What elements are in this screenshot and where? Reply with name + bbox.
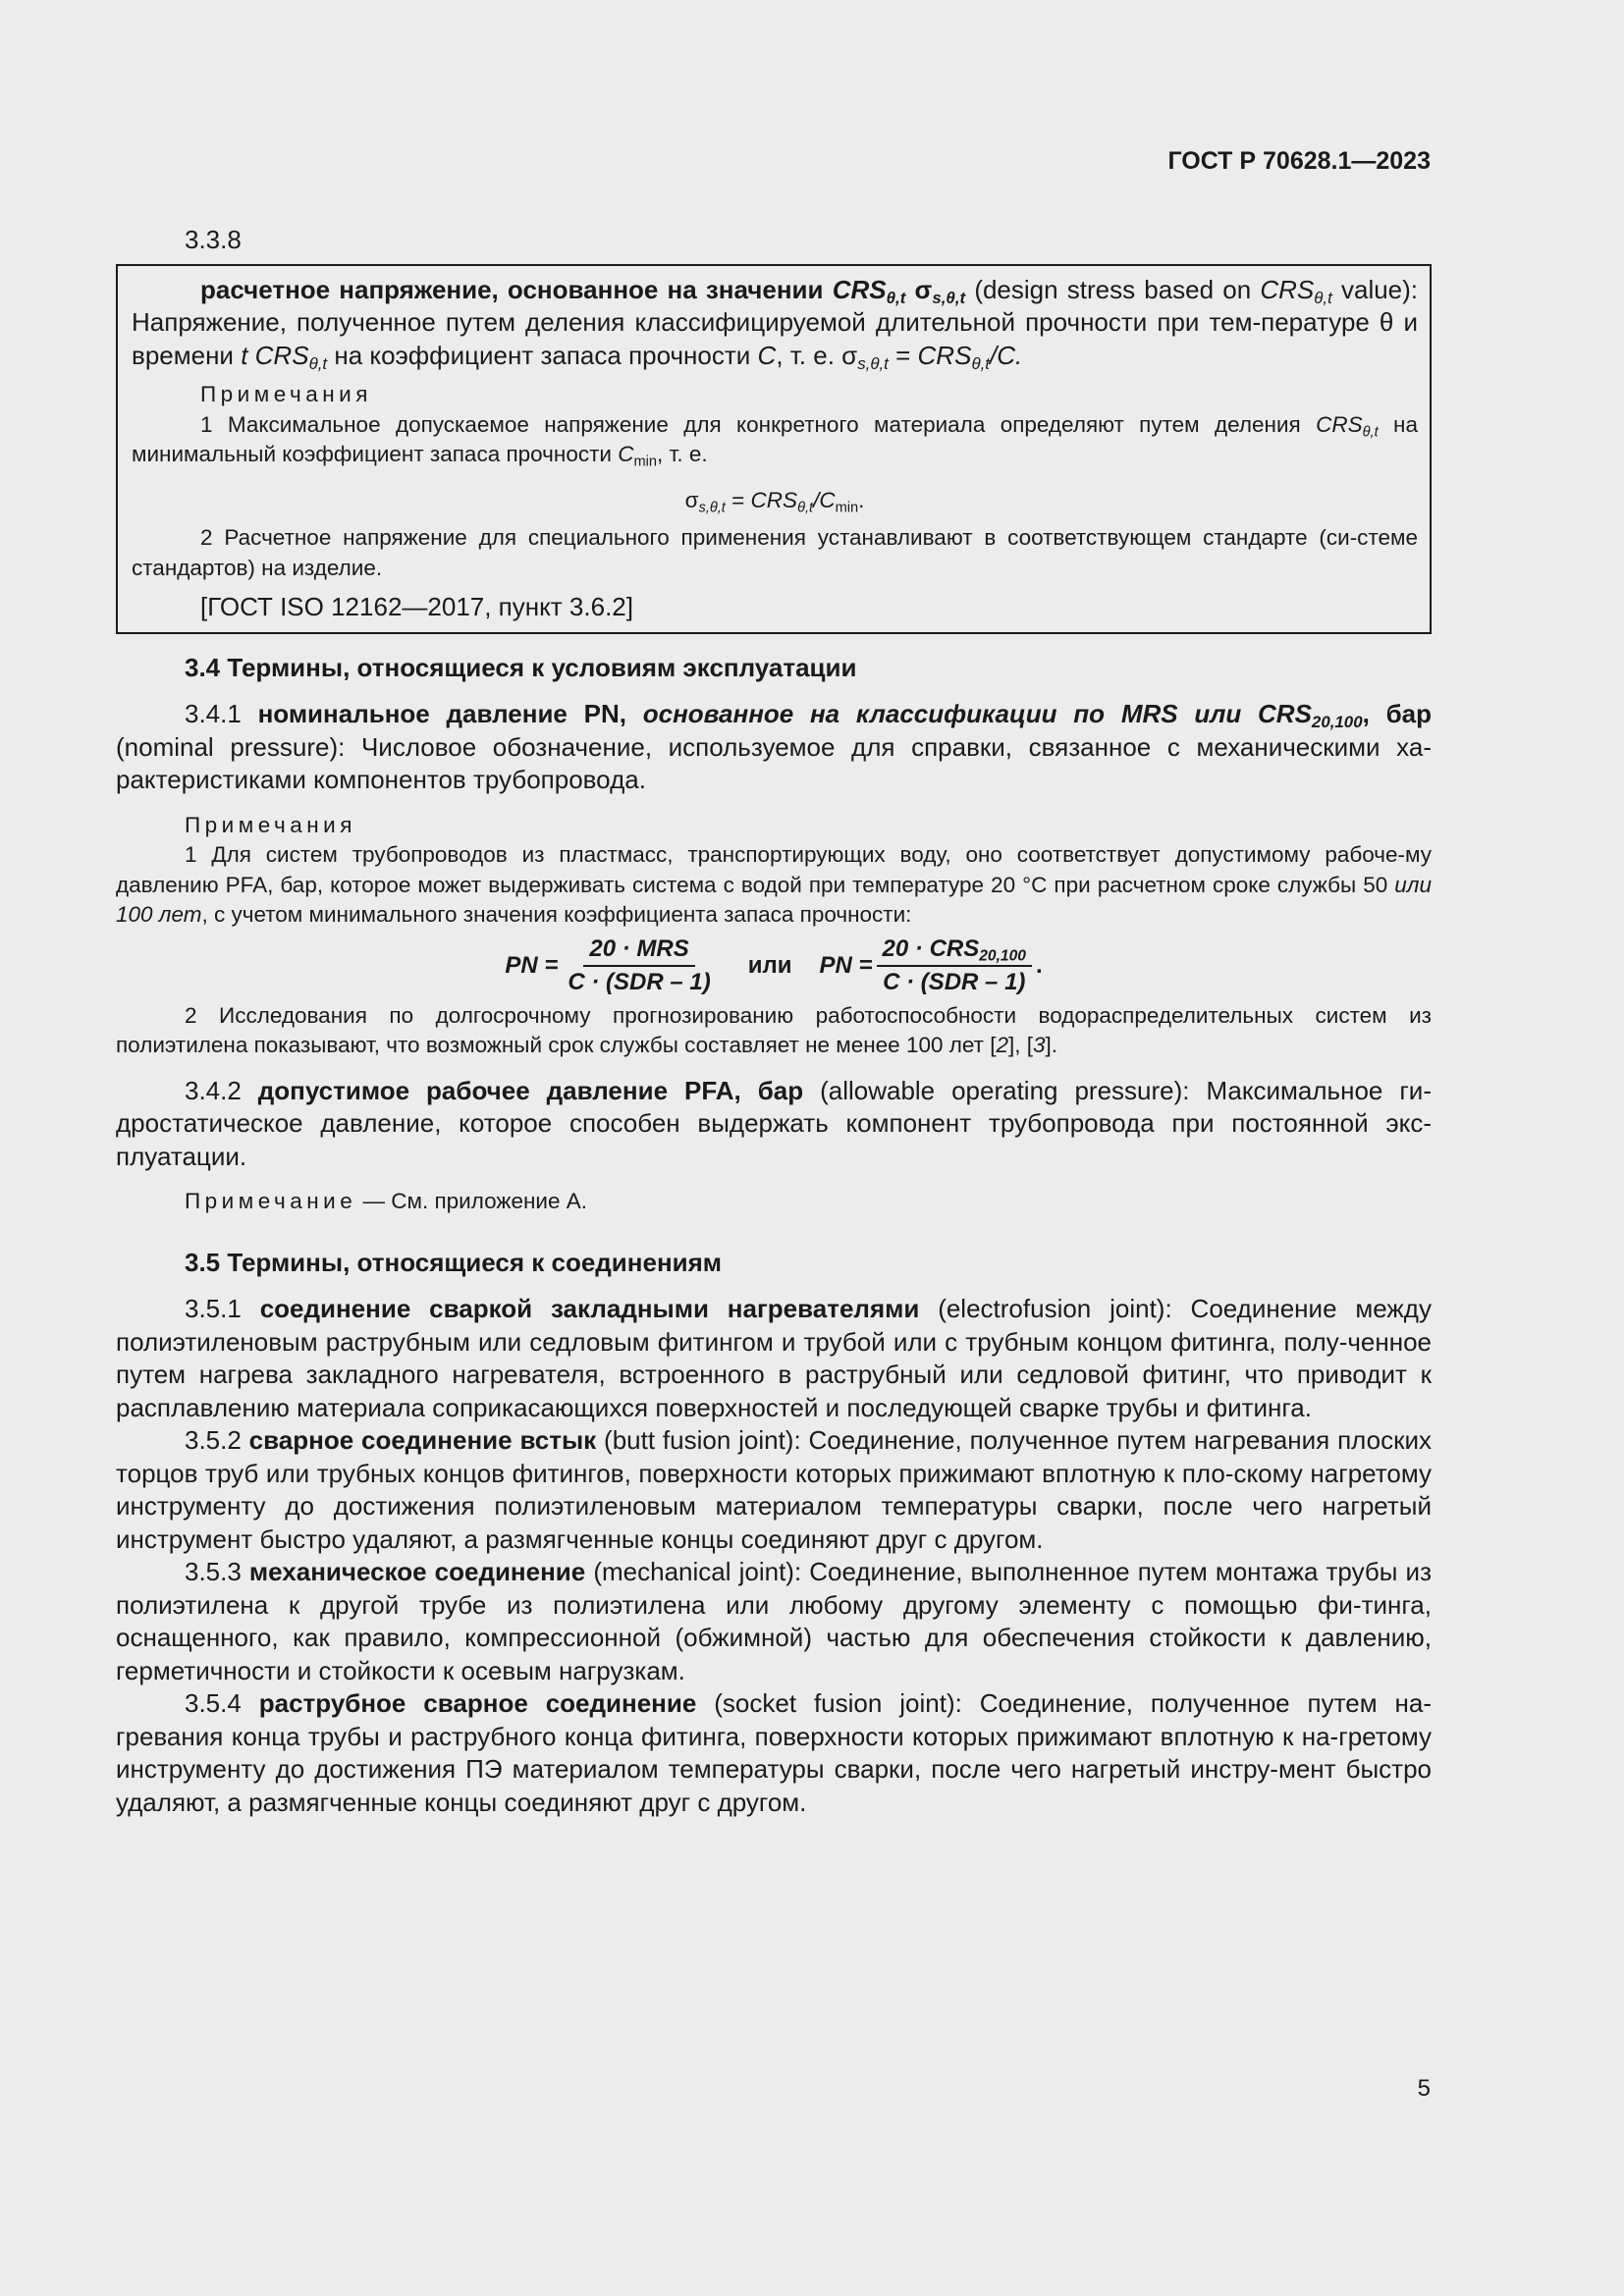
page-number: 5 bbox=[1417, 2075, 1431, 2102]
notes-label-3-4-1: Примечания bbox=[185, 812, 356, 837]
formula-2-numerator bbox=[877, 934, 1032, 967]
term-3-5-2 bbox=[116, 1424, 1432, 1556]
term-3-5-3-definition: (mechanical joint): Соединение, выполненное путем монтажа трубы из полиэтилена к другой трубе из полиэтилена или любому другому элементу с помощью фи-тинга, оснащенного, как правило, компрессионной (обжимной) частью для обеспечения стойкости к давлению, герметичности и стойкости к осевым нагрузкам. bbox=[116, 1557, 1433, 1685]
english-symbol: CRS bbox=[1260, 274, 1315, 304]
term-3-5-4-title: раструбное сварное соединение bbox=[258, 1688, 697, 1718]
formula-crs: CRS bbox=[750, 487, 798, 512]
def-crs-sub: θ,t bbox=[308, 353, 328, 373]
term-symbol-2-sub: s,θ,t bbox=[932, 288, 966, 307]
term-box-3-3-8 bbox=[116, 264, 1432, 634]
def-t: t bbox=[241, 340, 248, 370]
notes-label: Примечания bbox=[200, 382, 372, 406]
term-source: [ГОСТ ISO 12162—2017, пункт 3.6.2] bbox=[200, 592, 633, 621]
term-3-5-1-title: соединение сваркой закладными нагревателями bbox=[259, 1294, 920, 1323]
note-1-crs: CRS bbox=[1316, 411, 1363, 437]
note-label: Примечание bbox=[185, 1189, 357, 1213]
formula-2-denominator: C · (SDR – 1) bbox=[883, 968, 1026, 995]
note-2: 2 Расчетное напряжение для специального применения устанавливают в соответствующем стандарте (си-стеме стандартов) на изделие. bbox=[132, 525, 1418, 580]
note-3-4-1-1-italic: или 100 лет bbox=[116, 872, 1432, 927]
formula-min: min bbox=[835, 499, 859, 515]
note-3-4-1-2-text: 2 Исследования по долгосрочному прогнозированию работоспособности водораспределительных систем из полиэтилена показывают, что возможный срок службы составляет не менее 100 лет [ bbox=[116, 1002, 1432, 1057]
page-content bbox=[116, 224, 1432, 1819]
term-3-4-2-number: 3.4.2 bbox=[185, 1075, 242, 1105]
formula-dot: . bbox=[858, 487, 865, 512]
definition-text: value): Напряжение, полученное путем деления классифицируемой длительной прочности при тем-пературе θ и времени bbox=[132, 274, 1419, 370]
formula-pn bbox=[116, 934, 1432, 997]
section-heading-3-5: 3.5 Термины, относящиеся к соединениям bbox=[185, 1247, 723, 1277]
reference-2: 2 bbox=[996, 1033, 1008, 1057]
term-3-5-1-number: 3.5.1 bbox=[185, 1294, 242, 1323]
def-text-d: , т. е. σ bbox=[776, 340, 858, 370]
term-3-4-2 bbox=[116, 1075, 1432, 1174]
term-3-4-1-definition: (nominal pressure): Числовое обозначение, используемое для справки, связанное с механическими ха-рактеристиками компонентов трубопровода. bbox=[116, 731, 1432, 794]
term-3-4-1-tail: , бар bbox=[1362, 699, 1432, 728]
formula-sigma-symbol: σ bbox=[684, 487, 699, 512]
def-crs2-sub: θ,t bbox=[971, 353, 990, 373]
def-crs: CRS bbox=[254, 340, 309, 370]
term-number-3-3-8: 3.3.8 bbox=[185, 225, 242, 254]
formula-1-fraction bbox=[562, 934, 716, 997]
formula-or: или bbox=[747, 951, 792, 979]
term-3-5-4-definition: (socket fusion joint): Соединение, полученное путем на-гревания конца трубы и раструбного конца фитинга, поверхности которых прижимают вплотную к на-гретому инструменту до достижения ПЭ материалом температуры сварки, после чего нагретый инстру-мент быстро удаляют, а размягченные концы соединяют друг с другом. bbox=[116, 1688, 1432, 1817]
term-3-3-8-definition bbox=[132, 274, 1418, 373]
note-3-4-1-2-mid: ], [ bbox=[1007, 1033, 1033, 1057]
note-1-c: C bbox=[618, 442, 634, 466]
formula-2-fraction bbox=[877, 934, 1032, 997]
def-crs2: CRS bbox=[917, 340, 972, 370]
formula-sigma-sub: s,θ,t bbox=[698, 499, 726, 515]
note-3-4-2 bbox=[116, 1187, 1432, 1217]
term-3-4-1-number: 3.4.1 bbox=[185, 699, 242, 728]
term-3-5-1 bbox=[116, 1293, 1432, 1424]
document-code: ГОСТ Р 70628.1—2023 bbox=[1167, 147, 1431, 175]
formula-sigma bbox=[132, 486, 1418, 516]
def-tail: /C. bbox=[990, 340, 1023, 370]
english-term: (design stress based on bbox=[974, 274, 1252, 304]
note-3-4-1-2-tail: ]. bbox=[1045, 1033, 1058, 1057]
term-3-4-1 bbox=[116, 698, 1432, 797]
term-title: расчетное напряжение, основанное на значении bbox=[200, 274, 824, 304]
term-symbol-2: σ bbox=[914, 274, 933, 304]
term-3-5-4 bbox=[116, 1687, 1432, 1819]
def-c: C bbox=[757, 340, 777, 370]
term-3-5-2-title: сварное соединение встык bbox=[248, 1425, 597, 1455]
note-1-text-b: на минимальный коэффициент запаса прочности bbox=[132, 411, 1418, 466]
term-3-5-4-number: 3.5.4 bbox=[185, 1688, 242, 1718]
term-3-5-2-number: 3.5.2 bbox=[185, 1425, 242, 1455]
formula-1-denominator: C · (SDR – 1) bbox=[568, 968, 711, 995]
formula-2-lhs: PN = bbox=[819, 951, 873, 979]
note-3-4-1-1-text: 1 Для систем трубопроводов из пластмасс, транспортирующих воду, оно соответствует допустимому рабоче-му давлению PFA, бар, которое может выдерживать система с водой при температуре 20 °С при расчетном сроке службы 50 bbox=[116, 842, 1432, 897]
note-1-crs-sub: θ,t bbox=[1362, 423, 1379, 440]
term-3-5-2-definition: (butt fusion joint): Соединение, полученное путем нагревания плоских торцов труб или трубных концов фитингов, поверхности которых прижимают вплотную к пло-скому нагретому инструменту до достижения полиэтиленовым материалом температуры сварки, после чего нагретый инструмент быстро удаляют, а размягченные концы соединяют друг с другом. bbox=[116, 1425, 1432, 1554]
note-1-text: 1 Максимальное допускаемое напряжение для конкретного материала определяют путем деления bbox=[200, 411, 1301, 437]
term-3-4-1-title: номинальное давление PN, bbox=[257, 699, 626, 728]
formula-2-numerator-sub: 20,100 bbox=[979, 947, 1026, 965]
note-3-4-1-1 bbox=[116, 840, 1432, 931]
note-1-tail: , т. е. bbox=[657, 442, 708, 466]
term-3-4-1-sub: 20,100 bbox=[1311, 713, 1363, 732]
term-3-5-3-title: механическое соединение bbox=[248, 1557, 586, 1586]
note-3-4-1-2 bbox=[116, 1001, 1432, 1061]
note-1 bbox=[132, 410, 1418, 470]
term-3-5-1-definition: (electrofusion joint): Соединение между полиэтиленовым раструбным или седловым фитингом и трубой или с трубным концом фитинга, полу-ченное путем нагрева закладного нагревателя, встроенного в раструбный или седловой фитинг, что приводит к расплавлению материала соприкасающихся поверхностей и последующей сварке трубы и фитинга. bbox=[116, 1294, 1432, 1422]
formula-eq: = bbox=[731, 487, 745, 512]
def-text-b: на коэффициент запаса прочности bbox=[334, 340, 751, 370]
term-3-5-3 bbox=[116, 1556, 1432, 1687]
term-3-4-1-title-italic: основанное на классификации по MRS или CRS bbox=[642, 699, 1312, 728]
formula-2-numerator-text: 20 · CRS bbox=[882, 934, 980, 962]
term-3-4-2-title: допустимое рабочее давление PFA, бар bbox=[257, 1075, 804, 1105]
formula-1-numerator: 20 · MRS bbox=[583, 934, 694, 967]
note-1-c-sub: min bbox=[633, 454, 658, 470]
term-symbol-sub: θ,t bbox=[886, 288, 906, 307]
formula-2-dot: . bbox=[1035, 951, 1043, 979]
english-symbol-sub: θ,t bbox=[1314, 288, 1332, 307]
def-sigma-sub: s,θ,t bbox=[857, 353, 889, 373]
def-eq: = bbox=[895, 340, 911, 370]
formula-div: /C bbox=[813, 487, 836, 512]
reference-3: 3 bbox=[1032, 1033, 1046, 1057]
section-heading-3-4: 3.4 Термины, относящиеся к условиям эксплуатации bbox=[185, 652, 857, 682]
formula-crs-sub: θ,t bbox=[797, 499, 814, 515]
term-3-4-2-definition: (allowable operating pressure): Максимальное ги-дростатическое давление, которое способен выдержать компонент трубопровода при постоянной экс-плуатации. bbox=[116, 1075, 1432, 1171]
note-text: См. приложение А. bbox=[391, 1189, 587, 1213]
term-3-5-3-number: 3.5.3 bbox=[185, 1557, 242, 1586]
term-symbol: CRS bbox=[832, 274, 887, 304]
note-dash: — bbox=[362, 1189, 385, 1213]
note-3-4-1-1-tail: , с учетом минимального значения коэффициента запаса прочности: bbox=[201, 902, 912, 927]
formula-1-lhs: PN = bbox=[505, 951, 559, 979]
